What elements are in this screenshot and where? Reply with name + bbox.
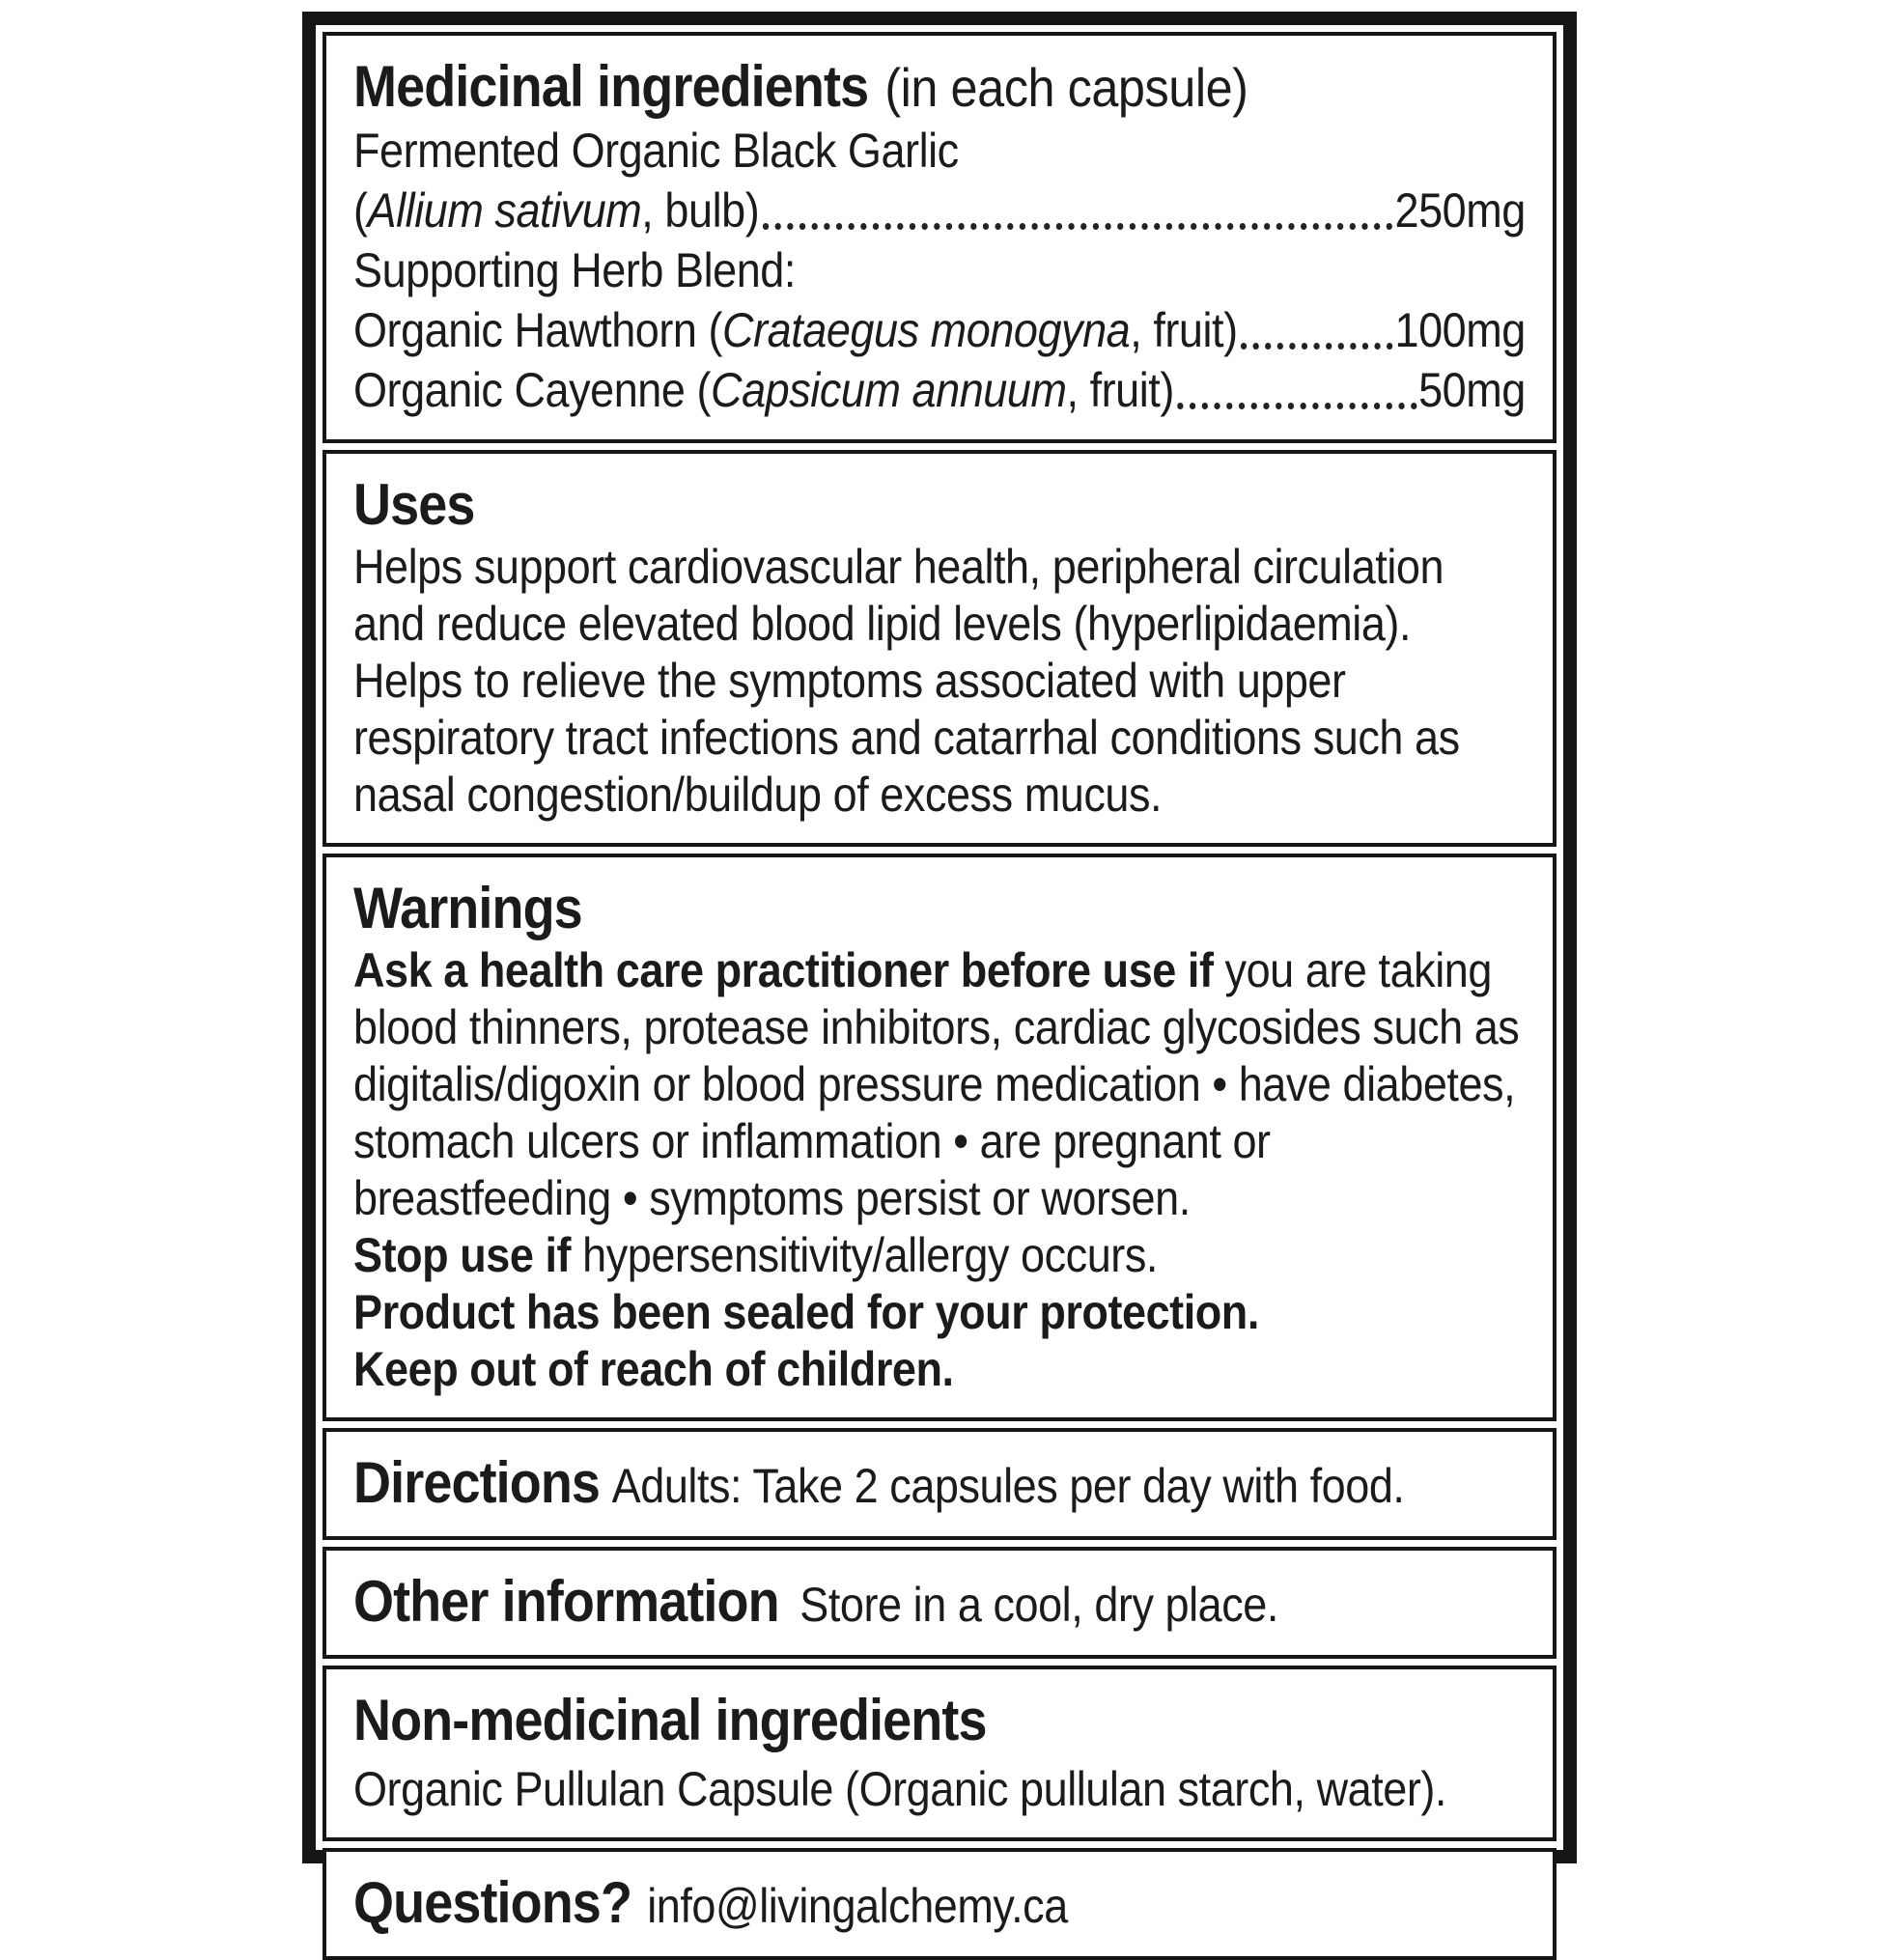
ingredient-name: (Allium sativum, bulb) xyxy=(353,183,760,238)
dot-leader xyxy=(1241,343,1392,350)
ingredient-row xyxy=(353,121,1526,181)
warning-paragraph: Ask a health care practitioner before use if you are taking blood thinners, protease inhibitors, cardiac glycosides such as digitalis/digoxin or blood pressure medication • have diabetes, stomach ulcers or inflammation • are pregnant or breastfeeding • symptoms persist or worsen. xyxy=(353,943,1520,1225)
warning-paragraph: Product has been sealed for your protection. xyxy=(353,1285,1259,1339)
section-warnings xyxy=(323,854,1556,1421)
uses-body: Helps support cardiovascular health, peripheral circulation and reduce elevated blood lipid levels (hyperlipidaemia). Helps to relieve the symptoms associated with upper respiratory tract infections and catarrhal conditions such as nasal congestion/buildup of excess mucus. xyxy=(353,540,1460,822)
ingredient-amount: 50mg xyxy=(1418,363,1526,417)
section-questions xyxy=(323,1848,1556,1960)
ingredient-name: Organic Cayenne (Capsicum annuum, fruit) xyxy=(353,363,1174,417)
ingredient-amount: 250mg xyxy=(1394,183,1526,238)
ingredient-row xyxy=(353,360,1526,420)
section-directions xyxy=(323,1428,1556,1540)
ingredient-name: Fermented Organic Black Garlic xyxy=(353,124,959,178)
section-other-information xyxy=(323,1547,1556,1659)
ingredient-row xyxy=(353,300,1526,360)
ingredient-name: Supporting Herb Blend: xyxy=(353,243,796,297)
other-information-heading: Other information xyxy=(353,1569,779,1634)
section-uses xyxy=(323,450,1556,847)
directions-heading: Directions xyxy=(353,1450,601,1515)
ingredient-row xyxy=(353,181,1526,240)
dot-leader xyxy=(763,223,1393,230)
supplement-facts-panel xyxy=(302,12,1577,1935)
medicinal-heading-note: (in each capsule) xyxy=(884,57,1248,118)
directions-text: Adults: Take 2 capsules per day with food. xyxy=(611,1459,1405,1513)
non-medicinal-body: Organic Pullulan Capsule (Organic pullulan starch, water). xyxy=(353,1762,1446,1816)
non-medicinal-heading: Non-medicinal ingredients xyxy=(353,1688,987,1752)
dot-leader xyxy=(1177,403,1416,409)
medicinal-heading: Medicinal ingredients xyxy=(353,54,869,119)
medicinal-heading-line xyxy=(353,53,1526,121)
ingredient-name: Organic Hawthorn (Crataegus monogyna, fruit) xyxy=(353,303,1238,357)
medicinal-rows xyxy=(353,121,1526,420)
ingredient-amount: 100mg xyxy=(1394,303,1526,357)
warnings-body xyxy=(353,942,1526,1398)
section-medicinal-ingredients xyxy=(323,32,1556,443)
ingredient-row xyxy=(353,240,1526,300)
uses-heading: Uses xyxy=(353,472,475,537)
other-information-text: Store in a cool, dry place. xyxy=(799,1578,1278,1632)
warnings-heading: Warnings xyxy=(353,876,582,940)
questions-heading: Questions? xyxy=(353,1870,632,1935)
section-non-medicinal-ingredients xyxy=(323,1666,1556,1841)
warning-paragraph: Stop use if hypersensitivity/allergy occurs. xyxy=(353,1228,1158,1282)
warning-paragraph: Keep out of reach of children. xyxy=(353,1342,954,1396)
questions-email: info@livingalchemy.ca xyxy=(647,1879,1068,1933)
